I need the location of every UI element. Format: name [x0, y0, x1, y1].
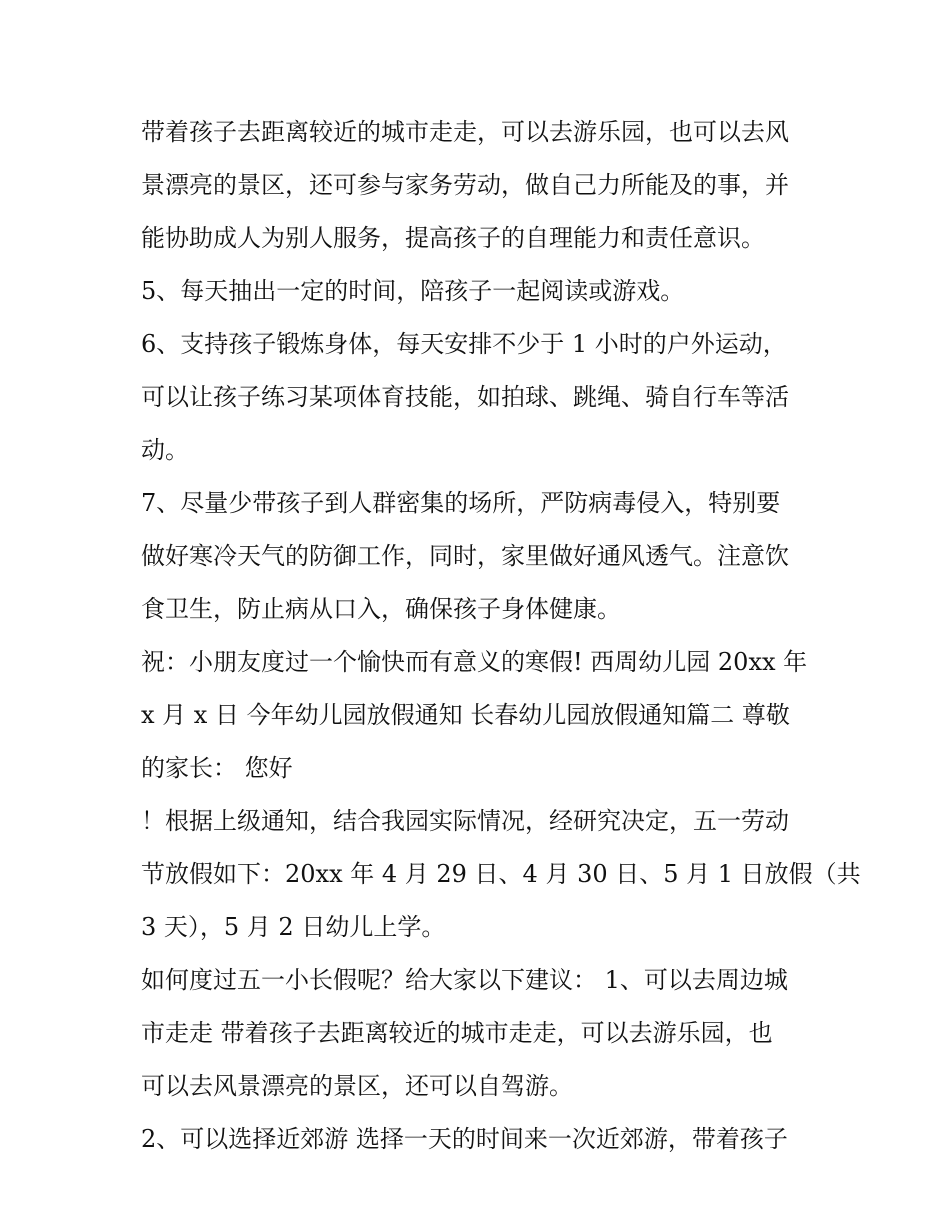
text-line: 市走走 带着孩子去距离较近的城市走走，可以去游乐园，也	[141, 1019, 773, 1047]
text-line: x 月 x 日 今年幼儿园放假通知 长春幼儿园放假通知篇二 尊敬	[141, 701, 790, 729]
text-line: ！根据上级通知，结合我园实际情况，经研究决定，五一劳动	[141, 807, 789, 835]
text-line: 7、尽量少带孩子到人群密集的场所，严防病毒侵入，特别要	[141, 489, 781, 517]
text-line: 食卫生，防止病从口入，确保孩子身体健康。	[141, 595, 621, 623]
document-body	[141, 106, 861, 1166]
text-line: 3 天），5 月 2 日幼儿上学。	[141, 913, 446, 941]
text-line: 能协助成人为别人服务，提高孩子的自理能力和责任意识。	[141, 224, 765, 252]
text-line: 做好寒冷天气的防御工作，同时，家里做好通风透气。注意饮	[141, 542, 789, 570]
text-line: 可以让孩子练习某项体育技能，如拍球、跳绳、骑自行车等活	[141, 383, 789, 411]
text-line: 带着孩子去距离较近的城市走走，可以去游乐园，也可以去风	[141, 118, 789, 146]
text-line: 节放假如下：20xx 年 4 月 29 日、4 月 30 日、5 月 1 日放假（共	[141, 860, 861, 888]
text-line: 可以去风景漂亮的景区，还可以自驾游。	[141, 1072, 573, 1100]
text-line: 动。	[141, 436, 189, 464]
text-line: 景漂亮的景区，还可参与家务劳动，做自己力所能及的事，并	[141, 171, 789, 199]
text-line: 的家长： 您好	[141, 754, 293, 782]
text-line: 如何度过五一小长假呢？给大家以下建议： 1、可以去周边城	[141, 966, 788, 994]
text-line: 祝：小朋友度过一个愉快而有意义的寒假! 西周幼儿园 20xx 年	[141, 648, 808, 676]
text-line: 6、支持孩子锻炼身体，每天安排不少于 1 小时的户外运动，	[141, 330, 787, 358]
text-line: 2、可以选择近郊游 选择一天的时间来一次近郊游，带着孩子	[141, 1125, 788, 1153]
text-line: 5、每天抽出一定的时间，陪孩子一起阅读或游戏。	[141, 277, 685, 305]
